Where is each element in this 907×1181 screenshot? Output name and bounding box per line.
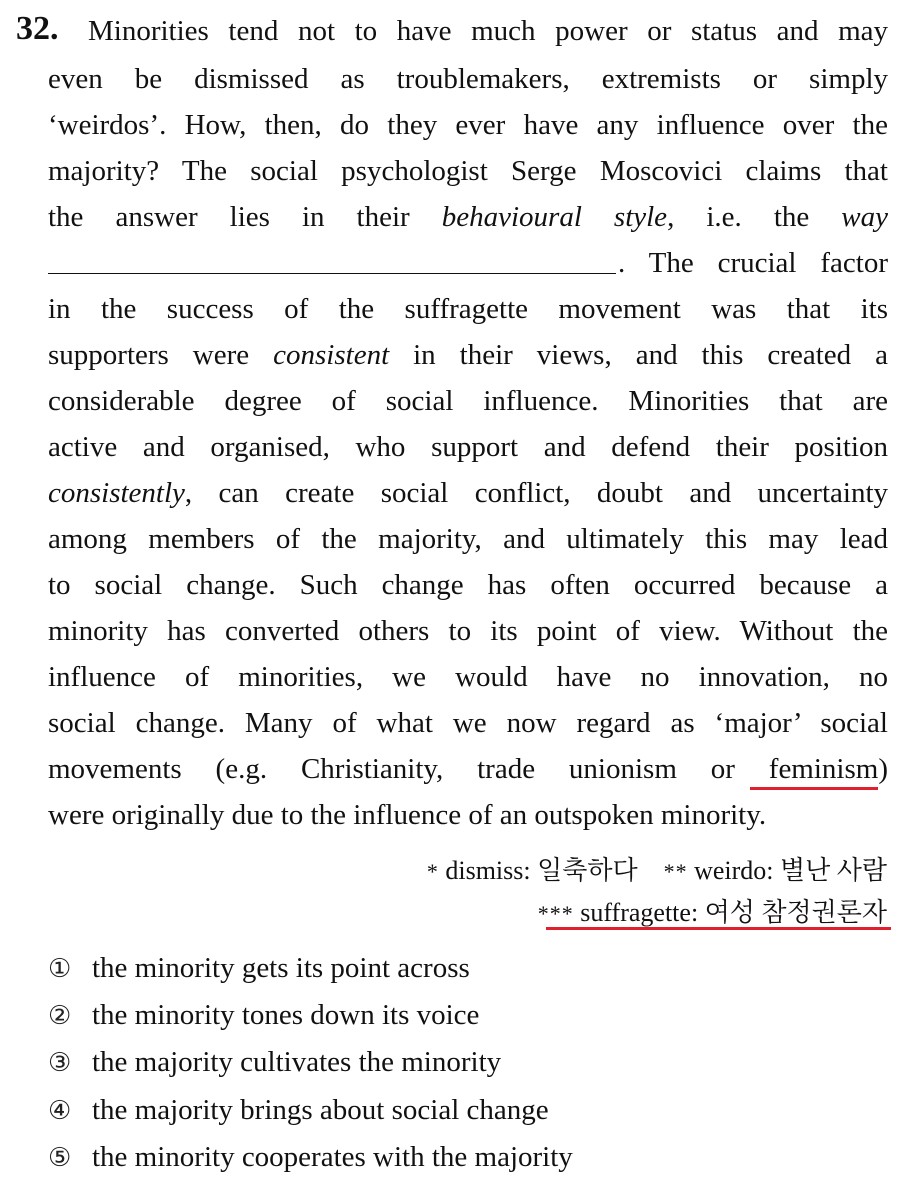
footnote-mark: ** (663, 859, 688, 884)
suffragette-footnote-red-underline (546, 927, 891, 930)
footnote-meaning: 별난 사람 (780, 856, 887, 885)
footnote-term: suffragette (580, 898, 691, 927)
passage-line: in the success of the suffragette movement was that its (48, 293, 888, 325)
option-text: the minority cooperates with the majority (92, 1141, 573, 1173)
passage-line: minority has converted others to its point of view. Without the (48, 615, 888, 647)
passage-line (48, 332, 888, 378)
passage-text: in their views, and this created a (389, 339, 888, 371)
footnote-mark: * (426, 859, 439, 884)
passage-text: , can create social conflict, doubt and uncertainty (184, 477, 888, 509)
answer-option-5[interactable] (48, 1135, 573, 1179)
answer-blank (48, 243, 616, 274)
answer-option-1[interactable] (48, 946, 470, 990)
option-number: ③ (48, 1048, 72, 1078)
passage-text: . The crucial factor (618, 247, 888, 279)
feminism-red-underline (750, 787, 878, 790)
option-text: the minority gets its point across (92, 952, 470, 984)
passage-line (48, 746, 888, 792)
passage-line: active and organised, who support and defend their position (48, 431, 888, 463)
passage-text: supporters were (48, 339, 274, 371)
passage-line: even be dismissed as troublemakers, extremists or simply (48, 63, 888, 95)
passage-line: Minorities tend not to have much power or status and may (88, 15, 888, 47)
passage-line: were originally due to the influence of an outspoken minority. (48, 799, 767, 831)
footnote-mark: *** (537, 901, 574, 926)
passage-line: to social change. Such change has often occurred because a (48, 569, 888, 601)
passage-text: movements (e.g. Christianity, trade unionism or (48, 753, 769, 785)
passage-italic-text: way (841, 201, 889, 233)
footnote-meaning: 일축하다 (537, 856, 638, 885)
option-text: the minority tones down its voice (92, 999, 480, 1031)
footnote-term: weirdo (694, 856, 767, 885)
passage-italic-text: consistent (273, 339, 390, 371)
passage-line: majority? The social psychologist Serge Moscovici claims that (48, 155, 888, 187)
passage-italic-text: consistently (48, 477, 185, 509)
footnote-line-1: * dismiss: 일축하다 ** weirdo: 별난 사람 (426, 856, 887, 885)
passage-text: the answer lies in their (48, 201, 442, 233)
passage-line: among members of the majority, and ultimately this may lead (48, 523, 888, 555)
answer-option-4[interactable] (48, 1088, 549, 1132)
option-number: ① (48, 954, 72, 984)
footnote-meaning: 여성 참정권론자 (704, 898, 887, 927)
option-number: ⑤ (48, 1143, 72, 1173)
passage-line (48, 470, 888, 516)
passage-italic-text: behavioural style (441, 201, 668, 233)
answer-option-2[interactable] (48, 993, 479, 1037)
passage-line: influence of minorities, we would have no innovation, no (48, 661, 888, 693)
footnote-line-2: *** suffragette: 여성 참정권론자 (537, 898, 887, 927)
underlined-word: feminism (768, 753, 879, 785)
passage-text: , i.e. the (667, 201, 842, 233)
option-text: the majority brings about social change (92, 1094, 549, 1126)
option-number: ④ (48, 1096, 72, 1126)
passage-line: considerable degree of social influence. Minorities that are (48, 385, 888, 417)
passage-line-with-blank (48, 240, 888, 286)
question-number: 32. (16, 10, 59, 47)
answer-option-3[interactable] (48, 1040, 501, 1084)
option-number: ② (48, 1001, 72, 1031)
passage-line: social change. Many of what we now regard as ‘major’ social (48, 707, 888, 739)
passage-line (48, 194, 888, 240)
option-text: the majority cultivates the minority (92, 1046, 502, 1078)
passage-line: ‘weirdos’. How, then, do they ever have any influence over the (48, 109, 888, 141)
passage-text: ) (878, 753, 888, 785)
footnote-term: dismiss (445, 856, 524, 885)
